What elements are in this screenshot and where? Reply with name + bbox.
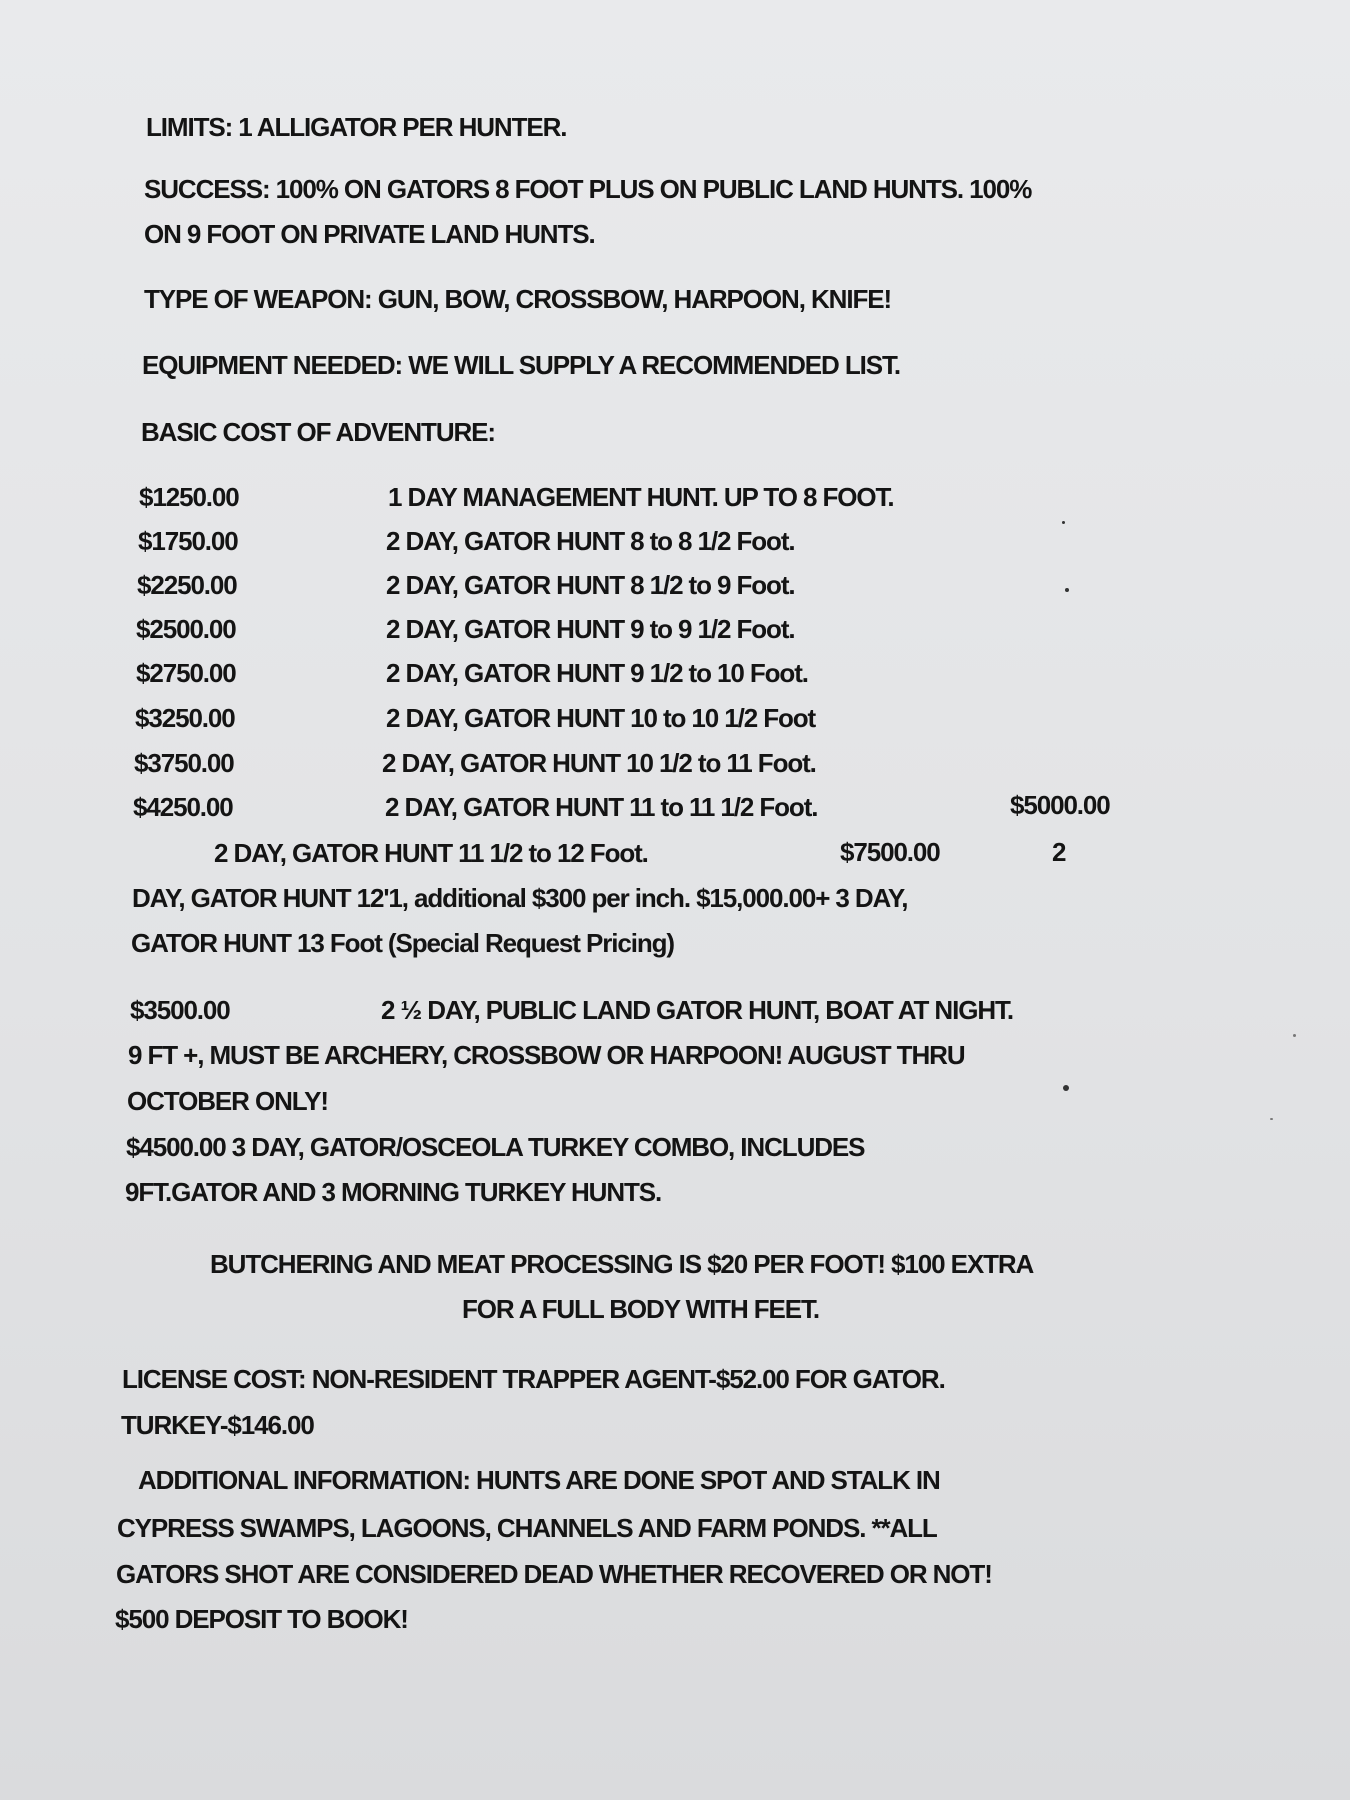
additional-line-2: CYPRESS SWAMPS, LAGOONS, CHANNELS AND FARM PONDS. **ALL <box>117 1513 937 1543</box>
paper-speck <box>1062 521 1065 524</box>
price-2: $1750.00 <box>138 526 238 556</box>
cost-heading: BASIC COST OF ADVENTURE: <box>141 417 495 447</box>
paper-speck <box>1065 588 1069 592</box>
price-4: $2500.00 <box>136 614 236 644</box>
weapon-line: TYPE OF WEAPON: GUN, BOW, CROSSBOW, HARPOON, KNIFE! <box>144 284 892 314</box>
public-hunt-price: $3500.00 <box>130 995 230 1025</box>
price-1: $1250.00 <box>139 482 239 512</box>
price-6-desc: 2 DAY, GATOR HUNT 10 to 10 1/2 Foot <box>386 703 816 733</box>
license-line-1: LICENSE COST: NON-RESIDENT TRAPPER AGENT-$52.00 FOR GATOR. <box>122 1364 945 1394</box>
butchering-line-2: FOR A FULL BODY WITH FEET. <box>462 1294 820 1324</box>
price-8: $4250.00 <box>133 792 233 822</box>
price-8-extra: $5000.00 <box>1010 790 1110 820</box>
price-7-desc: 2 DAY, GATOR HUNT 10 1/2 to 11 Foot. <box>382 748 816 778</box>
success-line-1: SUCCESS: 100% ON GATORS 8 FOOT PLUS ON PUBLIC LAND HUNTS. 100% <box>144 174 1032 204</box>
limits-line: LIMITS: 1 ALLIGATOR PER HUNTER. <box>146 112 567 142</box>
price-3: $2250.00 <box>137 570 237 600</box>
wrapped-line-3: GATOR HUNT 13 Foot (Special Request Pricing) <box>131 928 674 958</box>
additional-line-1: ADDITIONAL INFORMATION: HUNTS ARE DONE SPOT AND STALK IN <box>138 1465 940 1495</box>
wrapped-line-1c: 2 <box>1052 837 1066 867</box>
equipment-line: EQUIPMENT NEEDED: WE WILL SUPPLY A RECOMMENDED LIST. <box>142 350 901 380</box>
paper-speck <box>1270 1118 1273 1120</box>
price-5-desc: 2 DAY, GATOR HUNT 9 1/2 to 10 Foot. <box>386 658 808 688</box>
price-5: $2750.00 <box>136 658 236 688</box>
price-7: $3750.00 <box>134 748 234 778</box>
additional-line-3: GATORS SHOT ARE CONSIDERED DEAD WHETHER RECOVERED OR NOT! <box>116 1559 992 1589</box>
public-hunt-desc: 2 ½ DAY, PUBLIC LAND GATOR HUNT, BOAT AT NIGHT. <box>381 995 1014 1025</box>
public-hunt-line-2: 9 FT +, MUST BE ARCHERY, CROSSBOW OR HARPOON! AUGUST THRU <box>128 1040 965 1070</box>
license-line-2: TURKEY-$146.00 <box>121 1410 314 1440</box>
paper-speck <box>1293 1034 1296 1037</box>
wrapped-line-1a: 2 DAY, GATOR HUNT 11 1/2 to 12 Foot. <box>214 838 648 868</box>
price-3-desc: 2 DAY, GATOR HUNT 8 1/2 to 9 Foot. <box>386 570 795 600</box>
success-line-2: ON 9 FOOT ON PRIVATE LAND HUNTS. <box>144 219 595 249</box>
price-6: $3250.00 <box>135 703 235 733</box>
paper-speck <box>1063 1085 1069 1091</box>
combo-line-2: 9FT.GATOR AND 3 MORNING TURKEY HUNTS. <box>125 1177 662 1207</box>
butchering-line-1: BUTCHERING AND MEAT PROCESSING IS $20 PER FOOT! $100 EXTRA <box>210 1249 1034 1279</box>
additional-line-4: $500 DEPOSIT TO BOOK! <box>115 1604 408 1634</box>
price-4-desc: 2 DAY, GATOR HUNT 9 to 9 1/2 Foot. <box>386 614 795 644</box>
combo-line-1: $4500.00 3 DAY, GATOR/OSCEOLA TURKEY COMBO, INCLUDES <box>126 1132 865 1162</box>
price-1-desc: 1 DAY MANAGEMENT HUNT. UP TO 8 FOOT. <box>388 482 894 512</box>
price-8-desc: 2 DAY, GATOR HUNT 11 to 11 1/2 Foot. <box>385 792 818 822</box>
price-2-desc: 2 DAY, GATOR HUNT 8 to 8 1/2 Foot. <box>386 526 795 556</box>
wrapped-line-1b: $7500.00 <box>840 837 940 867</box>
wrapped-line-2: DAY, GATOR HUNT 12'1, additional $300 per inch. $15,000.00+ 3 DAY, <box>132 883 908 913</box>
public-hunt-line-3: OCTOBER ONLY! <box>127 1086 328 1116</box>
